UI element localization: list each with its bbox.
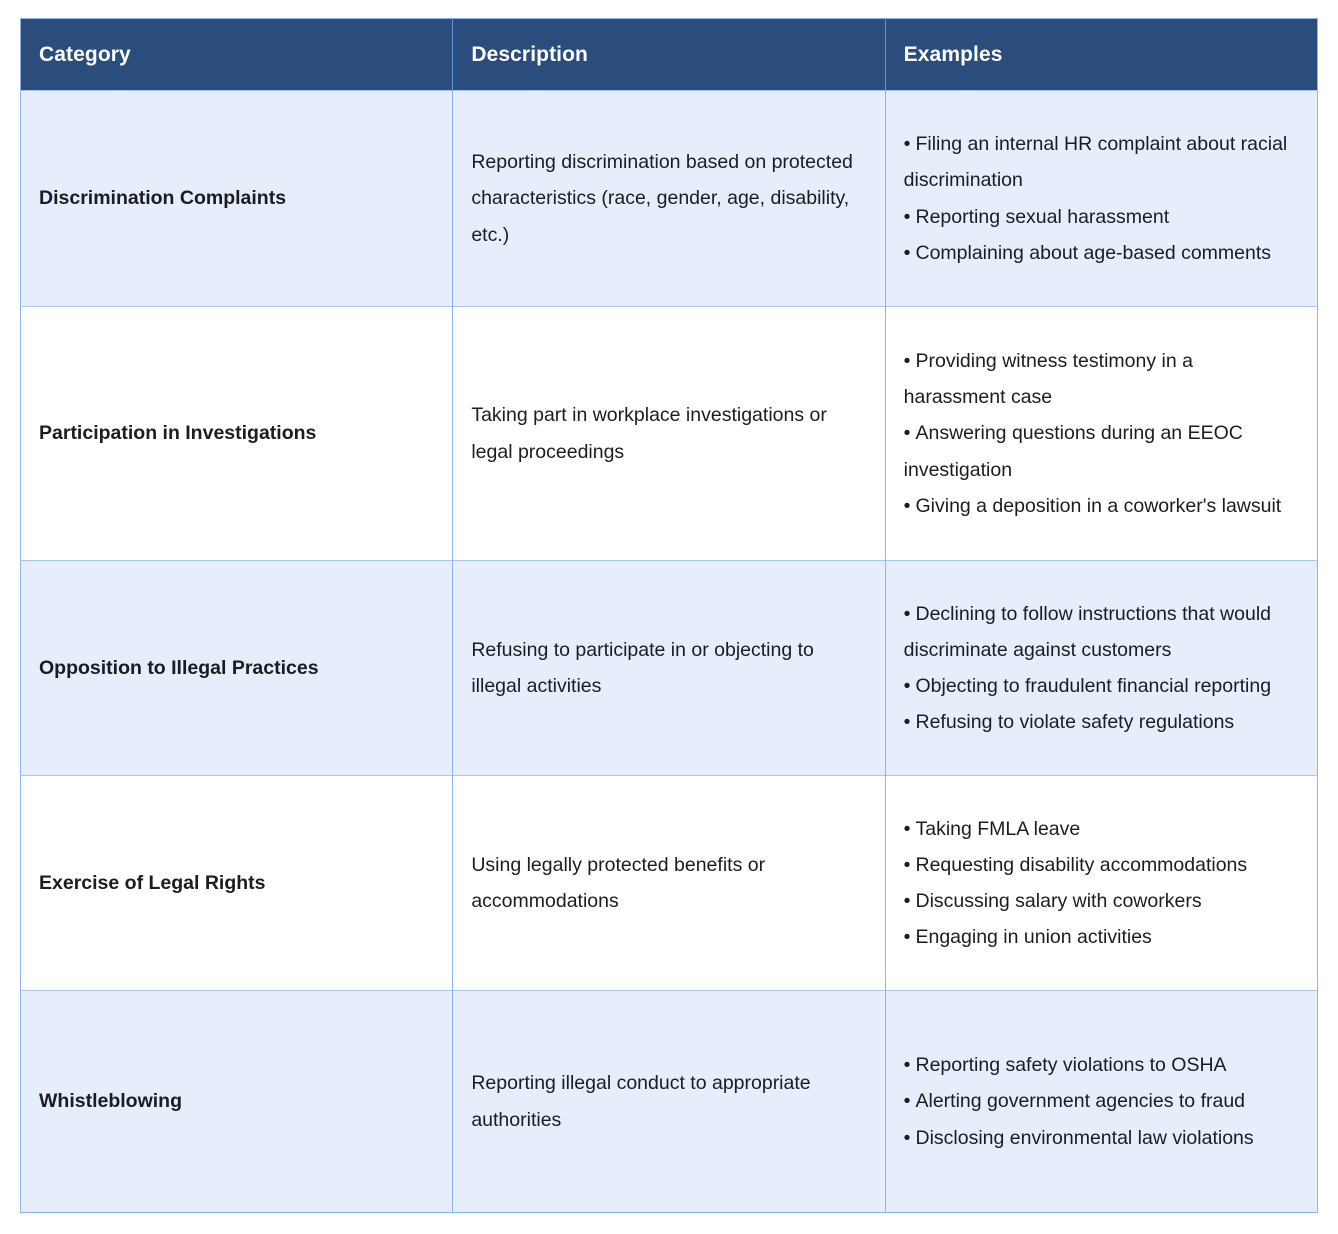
example-item [904, 919, 1299, 955]
examples-list [904, 126, 1299, 270]
example-text: Filing an internal HR complaint about racial discrimination [903, 133, 1288, 192]
example-item [904, 811, 1299, 847]
bullet-icon: • [903, 890, 911, 912]
example-text: Disclosing environmental law violations [915, 1126, 1254, 1149]
example-text: Complaining about age-based comments [915, 241, 1272, 264]
cell-examples [885, 307, 1317, 561]
table-header-row [21, 19, 1318, 91]
example-text: Discussing salary with coworkers [915, 890, 1202, 912]
example-item [904, 126, 1299, 198]
table-row [21, 91, 1318, 307]
example-item [904, 488, 1299, 524]
table-row [21, 307, 1318, 561]
protected-activity-table [20, 18, 1318, 1213]
examples-list [904, 811, 1299, 955]
bullet-icon: • [903, 350, 911, 373]
protected-activity-table-container [20, 18, 1318, 1213]
table-body [21, 91, 1318, 1213]
bullet-icon: • [903, 817, 911, 840]
bullet-icon: • [903, 241, 911, 264]
example-text: Answering questions during an EEOC investigation [903, 422, 1243, 481]
bullet-icon: • [903, 205, 911, 228]
cell-examples [885, 91, 1317, 307]
cell-category: Opposition to Illegal Practices [21, 561, 453, 776]
cell-category: Exercise of Legal Rights [21, 776, 453, 991]
example-text: Providing witness testimony in a harassment case [903, 350, 1193, 409]
table-row [21, 991, 1318, 1213]
table-header [21, 19, 1318, 91]
examples-list [904, 596, 1299, 740]
example-item [904, 704, 1299, 740]
cell-category: Whistleblowing [21, 991, 453, 1213]
cell-category: Participation in Investigations [21, 307, 453, 561]
cell-description: Taking part in workplace investigations or legal proceedings [453, 307, 885, 561]
table-row [21, 776, 1318, 991]
examples-list [904, 343, 1299, 523]
example-text: Reporting sexual harassment [915, 205, 1170, 228]
examples-list [904, 1047, 1299, 1155]
bullet-icon: • [903, 1126, 911, 1149]
bullet-icon: • [903, 422, 911, 445]
example-item [904, 847, 1299, 883]
example-item [904, 235, 1299, 271]
example-text: Reporting safety violations to OSHA [915, 1054, 1227, 1077]
bullet-icon: • [903, 1090, 911, 1113]
example-item [904, 199, 1299, 235]
example-text: Refusing to violate safety regulations [915, 711, 1235, 734]
example-item [904, 1083, 1299, 1119]
column-header-description: Description [453, 19, 885, 91]
bullet-icon: • [903, 494, 911, 517]
bullet-icon: • [903, 675, 911, 697]
example-item [904, 596, 1299, 668]
example-text: Engaging in union activities [915, 926, 1152, 949]
example-text: Declining to follow instructions that would discriminate against customers [903, 602, 1271, 661]
example-text: Taking FMLA leave [915, 817, 1081, 840]
cell-examples [885, 561, 1317, 776]
bullet-icon: • [903, 133, 911, 156]
example-item [904, 883, 1299, 919]
cell-examples [885, 776, 1317, 991]
example-text: Alerting government agencies to fraud [915, 1090, 1246, 1113]
cell-description: Refusing to participate in or objecting to illegal activities [453, 561, 885, 776]
example-text: Giving a deposition in a coworker's lawsuit [915, 494, 1282, 517]
cell-description: Using legally protected benefits or accommodations [453, 776, 885, 991]
cell-description: Reporting discrimination based on protected characteristics (race, gender, age, disability, etc.) [453, 91, 885, 307]
example-item [904, 415, 1299, 487]
bullet-icon: • [903, 926, 911, 949]
example-item [904, 343, 1299, 415]
bullet-icon: • [903, 602, 911, 625]
example-item [904, 1120, 1299, 1156]
example-text: Requesting disability accommodations [915, 853, 1248, 876]
bullet-icon: • [903, 711, 911, 734]
table-row [21, 561, 1318, 776]
example-text: Objecting to fraudulent financial reporting [915, 675, 1272, 697]
cell-description: Reporting illegal conduct to appropriate authorities [453, 991, 885, 1213]
example-item [904, 1047, 1299, 1083]
example-item [904, 668, 1299, 704]
cell-examples [885, 991, 1317, 1213]
column-header-examples: Examples [885, 19, 1317, 91]
cell-category: Discrimination Complaints [21, 91, 453, 307]
bullet-icon: • [903, 853, 911, 876]
column-header-category: Category [21, 19, 453, 91]
bullet-icon: • [903, 1054, 911, 1077]
